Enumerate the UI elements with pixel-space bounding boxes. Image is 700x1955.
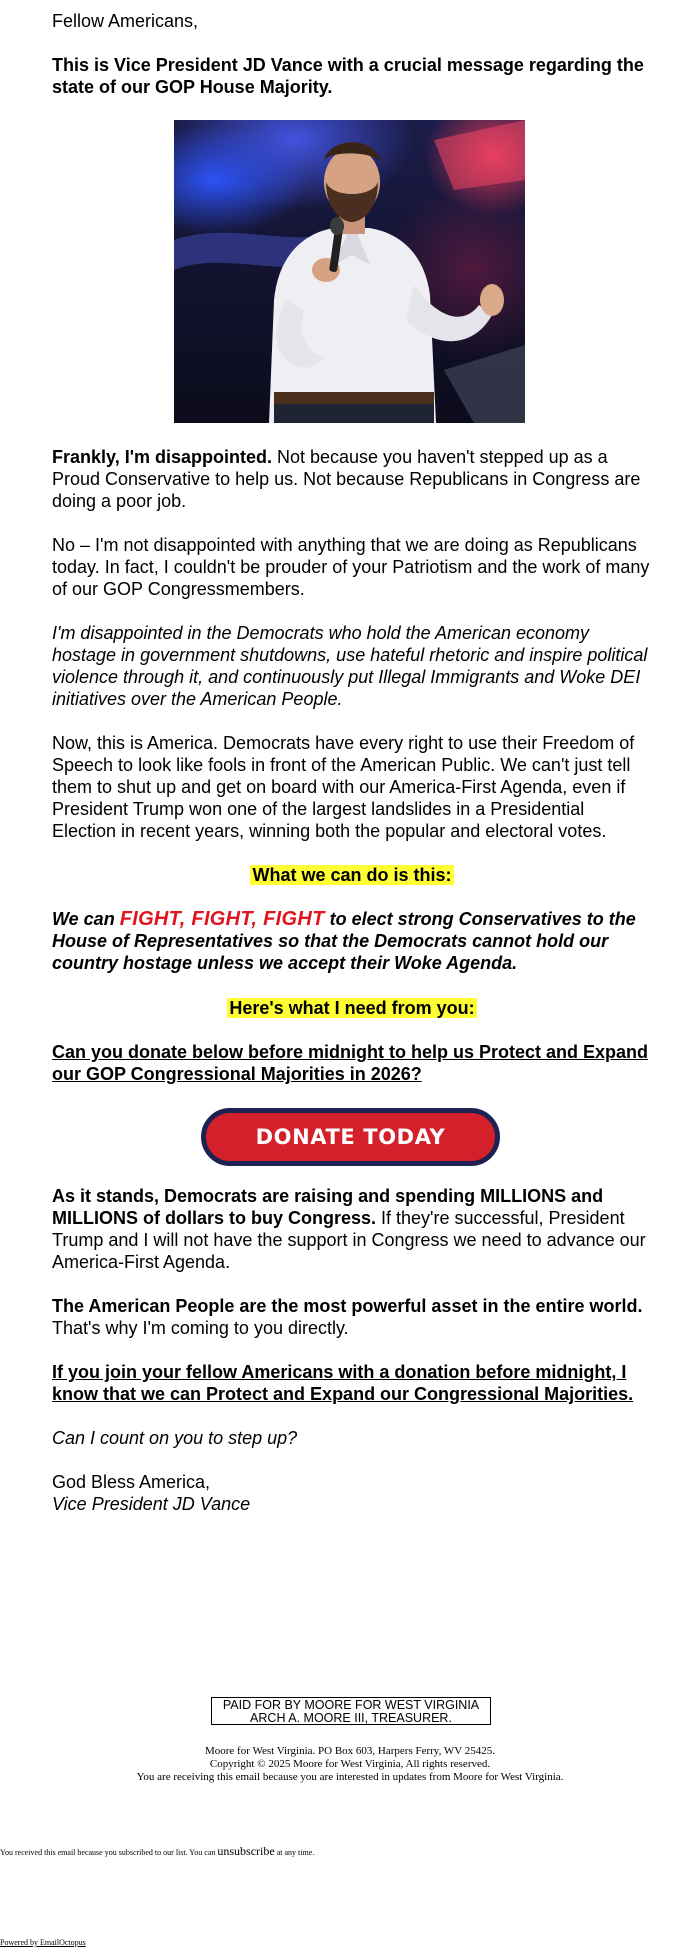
millions-rest: If they're successful, President Trump and I will not have the support in Congress we need to advance our America-First Agenda. bbox=[52, 1208, 646, 1272]
unsubscribe-link[interactable]: unsubscribe bbox=[217, 1844, 275, 1858]
highlight-what-we-can-do-text: What we can do is this: bbox=[252, 865, 452, 885]
sign-off: God Bless America, bbox=[52, 1472, 211, 1492]
american-people-rest: That's why I'm coming to you directly. bbox=[52, 1318, 349, 1338]
paragraph-democrats: I'm disappointed in the Democrats who hold the American economy hostage in government shutdowns, use hateful rhetoric and inspire political violence through it, and continuously put Illegal Immigrants and Woke DEI initiatives over the American People. bbox=[52, 623, 648, 709]
paragraph-millions bbox=[52, 1185, 652, 1273]
signature: Vice President JD Vance bbox=[52, 1494, 251, 1514]
highlight-need-from-you-text: Here's what I need from you: bbox=[229, 998, 475, 1018]
disappointed-lead: Frankly, I'm disappointed. bbox=[52, 447, 272, 467]
paid-line-2: ARCH A. MOORE III, TREASURER. bbox=[250, 1711, 452, 1725]
intro-text: This is Vice President JD Vance with a crucial message regarding the state of our GOP House Majority. bbox=[52, 55, 644, 97]
subscribed-pre: You received this email because you subscribed to our list. You can bbox=[0, 1848, 218, 1857]
powered-by bbox=[0, 1938, 86, 1948]
donate-ask-link[interactable]: Can you donate below before midnight to help us Protect and Expand our GOP Congressional Majorities in 2026? bbox=[52, 1042, 649, 1084]
speaker-photo bbox=[174, 120, 525, 423]
millions-lead: As it stands, Democrats are raising and spending MILLIONS and MILLIONS of dollars to buy Congress. bbox=[52, 1186, 604, 1228]
footer-address: Moore for West Virginia. PO Box 603, Harpers Ferry, WV 25425. bbox=[204, 1745, 496, 1757]
speaker-illustration bbox=[174, 120, 525, 423]
paid-line-1: PAID FOR BY MOORE FOR WEST VIRGINIA bbox=[222, 1698, 480, 1712]
highlight-what-we-can-do bbox=[52, 864, 652, 886]
powered-by-emailoctopus-link[interactable]: Powered by EmailOctopus bbox=[0, 1938, 86, 1947]
paragraph-american-people bbox=[52, 1295, 652, 1339]
paid-for-disclaimer bbox=[211, 1697, 491, 1725]
fight-pre: We can bbox=[52, 909, 120, 929]
subscribed-post: at any time. bbox=[274, 1848, 315, 1857]
fight-red-text: FIGHT, FIGHT, FIGHT bbox=[119, 908, 325, 930]
footer-copyright: Copyright © 2025 Moore for West Virginia, All rights reserved. bbox=[209, 1758, 491, 1770]
highlight-need-from-you bbox=[52, 997, 652, 1019]
count-on-you: Can I count on you to step up? bbox=[52, 1428, 298, 1448]
join-donation-link[interactable]: If you join your fellow Americans with a donation before midnight, I know that we can Protect and Expand our Congressional Majorities. bbox=[52, 1362, 634, 1404]
fight-post: to elect strong Conservatives to the House of Representatives so that the Democrats cannot hold our country hostage unless we accept their Woke Agenda. bbox=[52, 909, 636, 973]
greeting: Fellow Americans, bbox=[52, 11, 199, 31]
disappointed-rest: Not because you haven't stepped up as a Proud Conservative to help us. Not because Republicans in Congress are doing a poor job. bbox=[52, 447, 641, 511]
paragraph-not-disappointed: No – I'm not disappointed with anything that we are doing as Republicans today. In fact, I couldn't be prouder of your Patriotism and the work of many of our GOP Congressmembers. bbox=[52, 535, 650, 599]
paragraph-america: Now, this is America. Democrats have every right to use their Freedom of Speech to look like fools in front of the American Public. We can't just tell them to shut up and get on board with our America-First Agenda, even if President Trump won one of the largest landslides in a Presidential Election in recent years, winning both the popular and electoral votes. bbox=[52, 733, 635, 841]
footer-receiving: You are receiving this email because you are interested in updates from Moore for West Virginia. bbox=[136, 1771, 564, 1783]
paragraph-fight bbox=[52, 908, 652, 974]
paragraph-disappointed bbox=[52, 446, 652, 512]
american-people-lead: The American People are the most powerful asset in the entire world. bbox=[52, 1296, 643, 1316]
donate-today-button[interactable]: DONATE TODAY bbox=[201, 1108, 500, 1166]
subscription-notice bbox=[0, 1846, 314, 1858]
